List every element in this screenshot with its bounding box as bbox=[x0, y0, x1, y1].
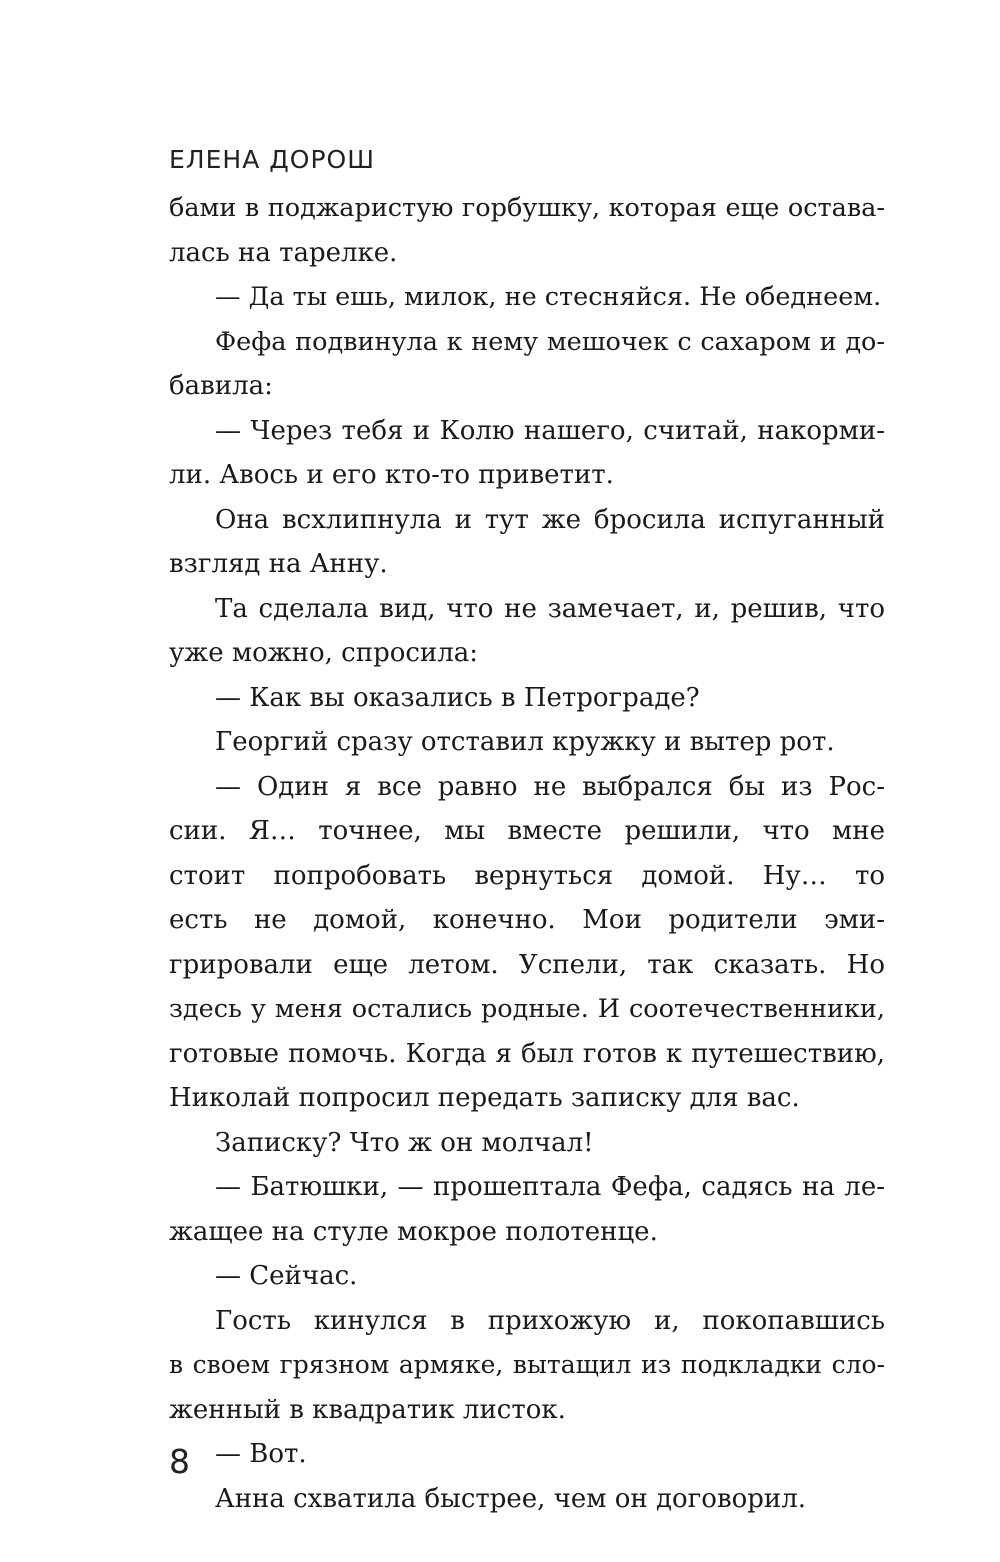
text-line: бавила: bbox=[169, 371, 273, 401]
text-line: — Через тебя и Колю нашего, считай, накорми- bbox=[215, 415, 885, 446]
text-line: — Вот. bbox=[215, 1439, 307, 1469]
text-line: Гость кинулся в прихожую и, покопавшись bbox=[215, 1305, 885, 1336]
text-line: сии. Я… точнее, мы вместе решили, что мне bbox=[169, 816, 885, 846]
text-line: Та сделала вид, что не замечает, и, решив, что bbox=[215, 593, 885, 624]
text-line: стоит попробовать вернуться домой. Ну… то bbox=[169, 860, 885, 891]
text-line: бами в поджаристую горбушку, которая еще остава- bbox=[169, 193, 885, 223]
running-head-author: ЕЛЕНА ДОРОШ bbox=[169, 145, 375, 174]
text-line: лась на тарелке. bbox=[169, 237, 398, 268]
text-line: грировали еще летом. Успели, так сказать. Но bbox=[169, 949, 885, 980]
body-text bbox=[169, 186, 885, 1521]
text-line: Фефа подвинула к нему мешочек с сахаром и до- bbox=[215, 326, 885, 357]
text-line: Она всхлипнула и тут же бросила испуганный bbox=[215, 504, 885, 535]
text-line: в своем грязном армяке, вытащил из подкладки сло- bbox=[169, 1350, 885, 1379]
text-line: — Батюшки, — прошептала Фефа, садясь на ле- bbox=[215, 1172, 885, 1202]
text-line: здесь у меня остались родные. И соотечественники, bbox=[169, 994, 885, 1024]
text-line: есть не домой, конечно. Мои родители эми- bbox=[169, 905, 885, 935]
text-line: женный в квадратик листок. bbox=[169, 1394, 566, 1425]
text-line: Николай попросил передать записку для вас. bbox=[169, 1083, 800, 1113]
text-line: Анна схватила быстрее, чем он договорил. bbox=[215, 1483, 807, 1514]
text-line: ли. Авось и его кто-то приветит. bbox=[169, 460, 614, 490]
text-line: уже можно, спросила: bbox=[169, 638, 479, 668]
text-line: жащее на стуле мокрое полотенце. bbox=[169, 1216, 658, 1247]
text-line: — Сейчас. bbox=[215, 1261, 358, 1291]
text-line: Георгий сразу отставил кружку и вытер рот. bbox=[215, 727, 835, 757]
text-line: готовые помочь. Когда я был готов к путешествию, bbox=[169, 1038, 885, 1069]
page-number: 8 bbox=[169, 1442, 190, 1481]
text-line: — Как вы оказались в Петрограде? bbox=[215, 682, 700, 713]
text-line: — Один я все равно не выбрался бы из Рос- bbox=[215, 771, 885, 802]
text-line: Записку? Что ж он молчал! bbox=[215, 1127, 594, 1158]
text-line: — Да ты ешь, милок, не стесняйся. Не обеднеем. bbox=[215, 282, 882, 312]
text-line: взгляд на Анну. bbox=[169, 549, 388, 579]
